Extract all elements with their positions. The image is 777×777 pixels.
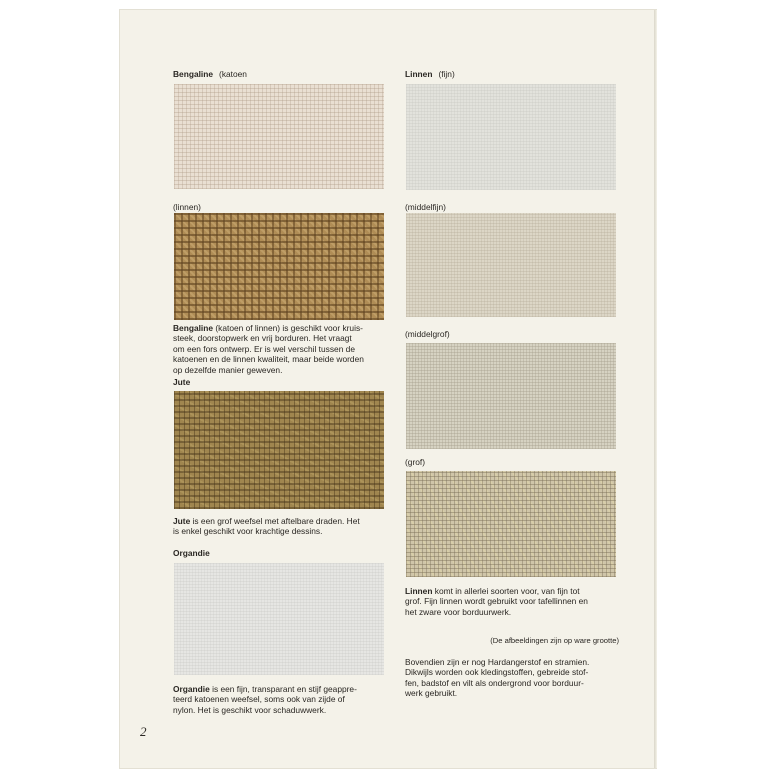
jute-line-1: is een grof weefsel met aftelbare draden. Het [190, 516, 360, 526]
organdie-description [173, 684, 387, 715]
jute-line-2: is enkel geschikt voor krachtige dessins. [173, 526, 323, 537]
bengaline-heading [173, 69, 247, 79]
organdie-line-2: teerd katoenen weefsel, soms ook van zijde of [173, 694, 345, 705]
page-number: 2 [140, 724, 147, 739]
linnen-heading-sub: (fijn) [438, 69, 455, 79]
extra-line-4: werk gebruikt. [405, 688, 458, 699]
bengaline-line-5: op dezelfde manier geweven. [173, 364, 283, 375]
jute-term: Jute [173, 516, 191, 526]
linnen-heading-title: Linnen [405, 69, 433, 79]
linnen-middelfijn-swatch [406, 213, 616, 317]
bengaline-heading-title: Bengaline [173, 69, 214, 79]
jute-description [173, 516, 387, 537]
bengaline-line-3: om een fors ontwerp. Er is wel verschil tussen de [173, 343, 356, 354]
organdie-line-1: is een fijn, transparant en stijf geappre- [209, 684, 357, 694]
organdie-swatch [174, 563, 384, 675]
jute-heading-title: Jute [173, 377, 191, 387]
bengaline-line-2: steek, doorstopwerk en vrij borduren. Het vraagt [173, 333, 352, 344]
linnen-grof-label: (grof) [405, 457, 426, 467]
organdie-line-3: nylon. Het is geschikt voor schaduwwerk. [173, 704, 327, 715]
linnen-line-1: komt in allerlei soorten voor, van fijn tot [432, 586, 580, 596]
linnen-term: Linnen [405, 586, 433, 596]
linnen-fijn-swatch [406, 84, 616, 190]
bengaline-linnen-label: (linnen) [173, 202, 201, 212]
bengaline-description [173, 323, 387, 375]
jute-swatch [174, 391, 384, 509]
extra-line-2: Dikwijls worden ook kledingstoffen, gebreide stof- [405, 667, 589, 678]
organdie-term: Organdie [173, 684, 210, 694]
bengaline-line-1: (katoen of linnen) is geschikt voor kruis- [213, 323, 363, 333]
bengaline-term: Bengaline [173, 323, 214, 333]
linnen-middelfijn-label: (middelfijn) [405, 202, 446, 212]
linnen-description [405, 586, 619, 617]
bengaline-linnen-swatch [174, 213, 384, 320]
page-edge-shadow [654, 10, 657, 768]
organdie-heading [173, 548, 210, 558]
linnen-grof-swatch [406, 471, 616, 577]
scale-note: (De afbeeldingen zijn op ware grootte) [490, 636, 619, 645]
extra-fabrics-text [405, 657, 619, 699]
organdie-heading-title: Organdie [173, 548, 210, 558]
jute-heading [173, 377, 190, 387]
extra-line-1: Bovendien zijn er nog Hardangerstof en stramien. [405, 657, 590, 667]
linnen-heading [405, 69, 455, 79]
linnen-middelgrof-swatch [406, 343, 616, 449]
linnen-line-3: het zware voor borduurwerk. [405, 606, 512, 617]
linnen-line-2: grof. Fijn linnen wordt gebruikt voor tafellinnen en [405, 596, 588, 607]
bengaline-heading-sub: (katoen [219, 69, 247, 79]
linnen-middelgrof-label: (middelgrof) [405, 329, 450, 339]
bengaline-katoen-swatch [174, 84, 384, 189]
extra-line-3: fen, badstof en vilt als ondergrond voor borduur- [405, 677, 584, 688]
bengaline-line-4: katoenen en de linnen kwaliteit, maar beide worden [173, 354, 364, 365]
